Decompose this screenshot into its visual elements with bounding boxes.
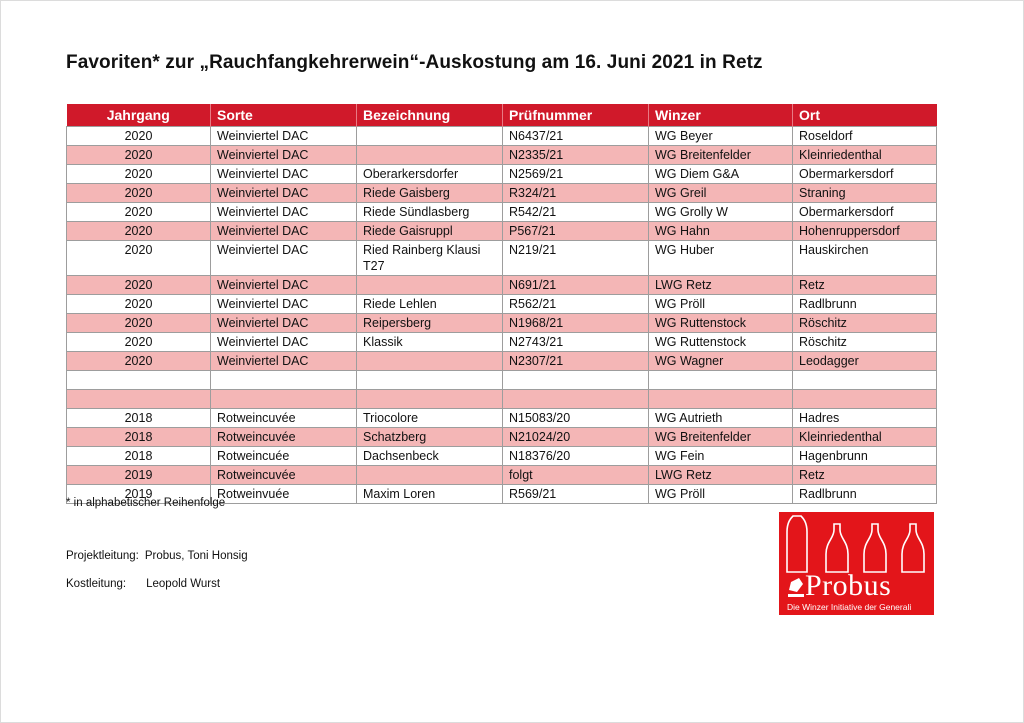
cell-bezeichnung: Ried Rainberg Klausi T27 [357,241,503,276]
cell-jahrgang [67,390,211,409]
cell-pruefnummer: N15083/20 [503,409,649,428]
cell-jahrgang: 2020 [67,276,211,295]
cell-winzer: WG Autrieth [649,409,793,428]
column-header-ort: Ort [793,104,937,127]
cell-pruefnummer: N2569/21 [503,165,649,184]
cell-sorte: Weinviertel DAC [211,241,357,276]
cell-bezeichnung: Oberarkersdorfer [357,165,503,184]
cell-sorte: Weinviertel DAC [211,203,357,222]
cell-bezeichnung [357,127,503,146]
logo-wordmark: Probus [805,569,892,602]
cell-winzer [649,371,793,390]
cell-ort: Kleinriedenthal [793,428,937,447]
column-header-bezeichnung: Bezeichnung [357,104,503,127]
cell-ort: Retz [793,276,937,295]
cell-bezeichnung: Dachsenbeck [357,447,503,466]
cell-winzer: WG Ruttenstock [649,314,793,333]
cell-jahrgang: 2018 [67,447,211,466]
cell-bezeichnung [357,276,503,295]
table-row [67,127,937,146]
cell-pruefnummer: N6437/21 [503,127,649,146]
cell-winzer: WG Hahn [649,222,793,241]
footnote: * in alphabetischer Reihenfolge [66,497,226,509]
table-row [67,295,937,314]
cell-sorte: Weinviertel DAC [211,165,357,184]
cell-sorte: Weinviertel DAC [211,352,357,371]
projektleitung-line [66,550,248,562]
cell-jahrgang: 2020 [67,146,211,165]
cell-sorte: Weinviertel DAC [211,295,357,314]
cell-jahrgang: 2020 [67,203,211,222]
table-row [67,371,937,390]
cell-winzer: LWG Retz [649,466,793,485]
cell-jahrgang: 2020 [67,352,211,371]
cell-jahrgang: 2018 [67,409,211,428]
cell-pruefnummer: P567/21 [503,222,649,241]
kostleitung-line [66,578,220,590]
cell-winzer: WG Ruttenstock [649,333,793,352]
cell-sorte [211,371,357,390]
cell-jahrgang [67,371,211,390]
table-row [67,165,937,184]
table-row [67,276,937,295]
cell-bezeichnung [357,390,503,409]
cell-sorte: Weinviertel DAC [211,146,357,165]
cell-sorte: Weinviertel DAC [211,333,357,352]
cell-winzer: WG Diem G&A [649,165,793,184]
cell-sorte: Rotweinvuée [211,485,357,504]
cell-pruefnummer: N2307/21 [503,352,649,371]
kostleitung-label: Kostleitung: [66,578,127,590]
projektleitung-label: Projektleitung: [66,550,139,562]
table-row [67,409,937,428]
column-header-sorte: Sorte [211,104,357,127]
cell-jahrgang: 2020 [67,184,211,203]
cell-sorte: Rotweincuvée [211,428,357,447]
cell-pruefnummer: N2335/21 [503,146,649,165]
cell-bezeichnung: Triocolore [357,409,503,428]
cell-pruefnummer: N691/21 [503,276,649,295]
table-row [67,241,937,276]
cell-pruefnummer: folgt [503,466,649,485]
cell-ort: Hohenruppersdorf [793,222,937,241]
cell-winzer: WG Pröll [649,485,793,504]
table-row [67,184,937,203]
cell-sorte: Rotweincuvée [211,409,357,428]
generali-lion-icon [788,578,804,597]
cell-jahrgang: 2019 [67,466,211,485]
cell-sorte: Rotweincuvée [211,466,357,485]
table-row [67,146,937,165]
cell-bezeichnung: Riede Gaisberg [357,184,503,203]
table-body [67,127,937,504]
column-header-jahrgang: Jahrgang [67,104,211,127]
favorites-table [66,104,937,504]
cell-winzer: WG Wagner [649,352,793,371]
cell-winzer: LWG Retz [649,276,793,295]
table-row [67,314,937,333]
cell-ort [793,371,937,390]
cell-pruefnummer: R569/21 [503,485,649,504]
table-row [67,447,937,466]
table-row [67,352,937,371]
cell-pruefnummer: R562/21 [503,295,649,314]
cell-ort: Kleinriedenthal [793,146,937,165]
cell-jahrgang: 2020 [67,333,211,352]
cell-jahrgang: 2020 [67,314,211,333]
cell-sorte [211,390,357,409]
cell-pruefnummer: R324/21 [503,184,649,203]
cell-jahrgang: 2020 [67,165,211,184]
cell-sorte: Weinviertel DAC [211,314,357,333]
cell-ort: Röschitz [793,333,937,352]
table-header-row [67,104,937,127]
cell-bezeichnung: Riede Lehlen [357,295,503,314]
cell-bezeichnung: Klassik [357,333,503,352]
cell-sorte: Rotweincuée [211,447,357,466]
cell-jahrgang: 2018 [67,428,211,447]
table-row [67,222,937,241]
cell-sorte: Weinviertel DAC [211,127,357,146]
cell-jahrgang: 2020 [67,241,211,276]
table-row [67,428,937,447]
cell-winzer: WG Breitenfelder [649,146,793,165]
cell-bezeichnung: Schatzberg [357,428,503,447]
cell-jahrgang: 2019 [67,485,211,504]
cell-pruefnummer: N1968/21 [503,314,649,333]
cell-ort: Retz [793,466,937,485]
table-row [67,390,937,409]
cell-bezeichnung: Riede Gaisruppl [357,222,503,241]
cell-ort: Roseldorf [793,127,937,146]
cell-ort: Hagenbrunn [793,447,937,466]
cell-winzer: WG Beyer [649,127,793,146]
cell-pruefnummer: N21024/20 [503,428,649,447]
cell-jahrgang: 2020 [67,222,211,241]
cell-pruefnummer: N2743/21 [503,333,649,352]
cell-pruefnummer [503,390,649,409]
cell-ort: Hadres [793,409,937,428]
cell-ort: Obermarkersdorf [793,165,937,184]
cell-bezeichnung: Riede Sündlasberg [357,203,503,222]
cell-winzer [649,390,793,409]
cell-bezeichnung: Maxim Loren [357,485,503,504]
cell-winzer: WG Fein [649,447,793,466]
cell-bezeichnung [357,371,503,390]
probus-logo [779,512,934,615]
cell-ort: Leodagger [793,352,937,371]
cell-jahrgang: 2020 [67,295,211,314]
cell-pruefnummer: N219/21 [503,241,649,276]
cell-pruefnummer [503,371,649,390]
column-header-pruefnummer: Prüfnummer [503,104,649,127]
cell-ort: Radlbrunn [793,295,937,314]
table-row [67,466,937,485]
cell-ort: Radlbrunn [793,485,937,504]
cell-ort: Röschitz [793,314,937,333]
projektleitung-value: Probus, Toni Honsig [144,550,248,562]
cell-sorte: Weinviertel DAC [211,222,357,241]
cell-ort [793,390,937,409]
document-title: Favoriten* zur „Rauchfangkehrerwein“-Auskostung am 16. Juni 2021 in Retz [66,52,763,73]
table-row [67,203,937,222]
cell-sorte: Weinviertel DAC [211,184,357,203]
cell-bezeichnung [357,466,503,485]
cell-pruefnummer: N18376/20 [503,447,649,466]
column-header-winzer: Winzer [649,104,793,127]
cell-bezeichnung [357,146,503,165]
cell-winzer: WG Breitenfelder [649,428,793,447]
cell-ort: Straning [793,184,937,203]
kostleitung-value: Leopold Wurst [146,578,221,590]
cell-winzer: WG Greil [649,184,793,203]
cell-bezeichnung: Reipersberg [357,314,503,333]
cell-ort: Obermarkersdorf [793,203,937,222]
cell-jahrgang: 2020 [67,127,211,146]
cell-bezeichnung [357,352,503,371]
cell-pruefnummer: R542/21 [503,203,649,222]
cell-sorte: Weinviertel DAC [211,276,357,295]
cell-winzer: WG Pröll [649,295,793,314]
cell-winzer: WG Huber [649,241,793,276]
logo-tagline: Die Winzer Initiative der Generali [787,602,912,612]
cell-winzer: WG Grolly W [649,203,793,222]
cell-ort: Hauskirchen [793,241,937,276]
table-row [67,333,937,352]
